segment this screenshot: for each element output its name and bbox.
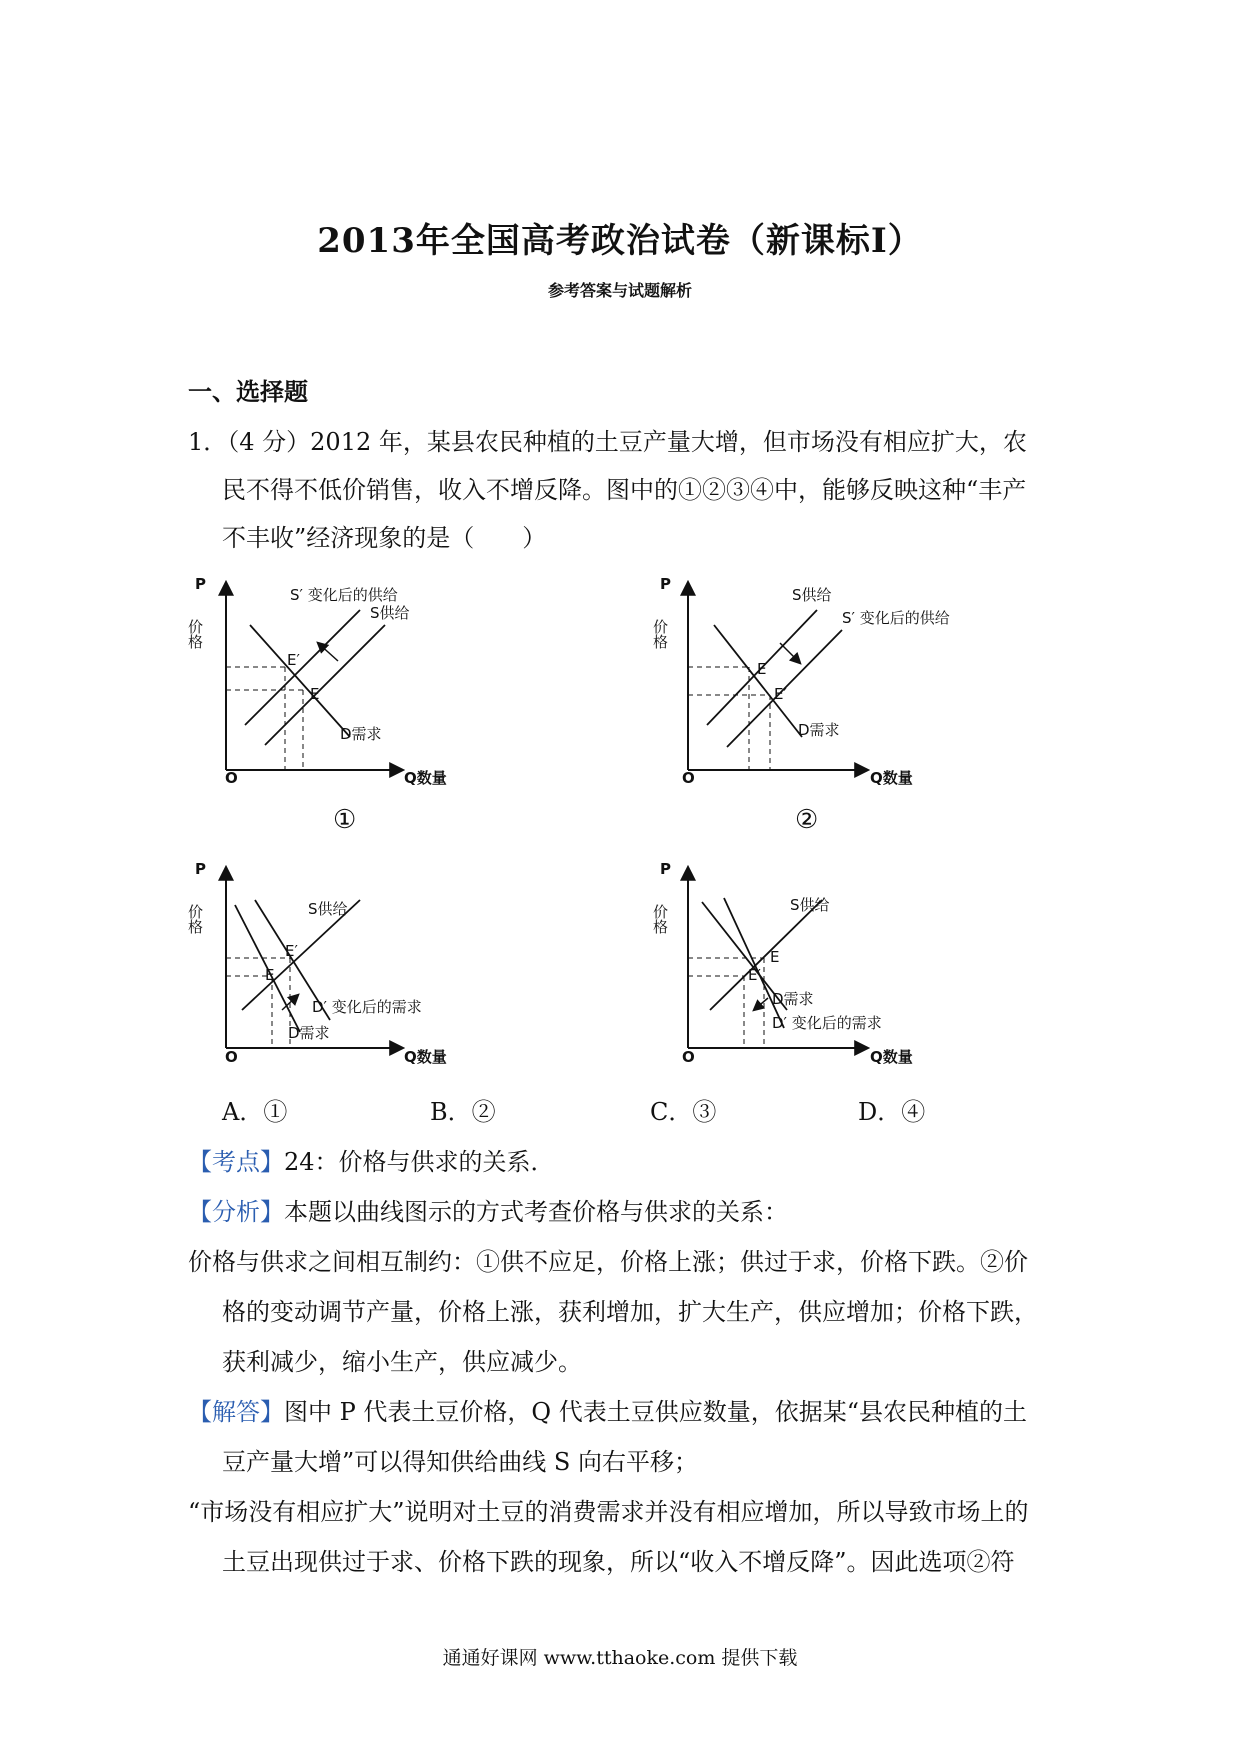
fenxi-line: [188, 1192, 788, 1227]
fenxi-tag: 【分析】: [188, 1198, 284, 1226]
page-subtitle: 参考答案与试题解析: [547, 281, 692, 300]
y-label: 价格: [651, 619, 669, 649]
e2-label: E′: [287, 651, 300, 669]
graph-3: [186, 860, 510, 1070]
p-label: P: [195, 575, 206, 593]
analysis-line-3: 获利减少，缩小生产，供应减少。: [222, 1348, 582, 1376]
question-line-3: 不丰收”经济现象的是（ ）: [222, 524, 547, 552]
origin-label: O: [225, 769, 238, 787]
x-label: Q数量: [404, 1048, 447, 1066]
section-heading: 一、选择题: [188, 377, 308, 406]
e2-label: E′: [748, 966, 761, 984]
e-label: E: [310, 685, 320, 703]
e-label: E: [757, 660, 767, 678]
origin-label: O: [225, 1048, 238, 1066]
jieda-line-4: 土豆出现供过于求、价格下跌的现象，所以“收入不增反降”。因此选项②符: [222, 1548, 1015, 1576]
kaodian-tag: 【考点】: [188, 1148, 284, 1176]
e2-label: E′: [285, 942, 298, 960]
d-label: D需求: [798, 721, 840, 739]
graph-4: [652, 860, 982, 1070]
page-title: 2013年全国高考政治试卷（新课标I）: [317, 221, 923, 261]
y-label: 价格: [186, 904, 204, 934]
jieda-text-1: 图中 P 代表土豆价格，Q 代表土豆供应数量，依据某“县农民种植的土: [284, 1398, 1027, 1426]
graph-1: [186, 575, 480, 795]
demand-curve: [714, 625, 802, 737]
jieda-line-3: “市场没有相应扩大”说明对土豆的消费需求并没有相应增加，所以导致市场上的: [188, 1498, 1029, 1526]
e-label: E: [770, 948, 780, 966]
e-label: E: [265, 966, 275, 984]
y-label: 价格: [186, 619, 204, 649]
d2-label: D′ 变化后的需求: [772, 1014, 882, 1032]
fenxi-text: 本题以曲线图示的方式考查价格与供求的关系：: [284, 1198, 788, 1226]
graph-2-caption: ②: [795, 805, 819, 835]
s2-label: S′ 变化后的供给: [290, 586, 398, 604]
x-label: Q数量: [870, 1048, 913, 1066]
graph-1-caption: ①: [333, 805, 357, 835]
question-line-2: 民不得不低价销售，收入不增反降。图中的①②③④中，能够反映这种“丰产: [222, 476, 1027, 504]
shift-arrow: [780, 643, 800, 663]
jieda-line-1: [188, 1392, 1027, 1427]
option-d: D．④: [858, 1098, 926, 1126]
s-label: S供给: [790, 896, 830, 914]
option-c: C．③: [650, 1098, 717, 1126]
kaodian-text: 24：价格与供求的关系．: [284, 1148, 555, 1176]
demand-curve: [250, 625, 350, 737]
y-label: 价格: [651, 904, 669, 934]
d-label: D需求: [288, 1024, 330, 1042]
s2-label: S′ 变化后的供给: [842, 609, 950, 627]
kaodian-line: [188, 1142, 555, 1177]
p-label: P: [195, 860, 206, 878]
d2-label: D′ 变化后的需求: [312, 998, 422, 1016]
e2-label: E′: [774, 685, 787, 703]
shift-arrow: [754, 998, 768, 1010]
jieda-tag: 【解答】: [188, 1398, 284, 1426]
x-label: Q数量: [404, 769, 447, 787]
s-label: S供给: [792, 586, 832, 604]
d-label: D需求: [772, 990, 814, 1008]
p-label: P: [660, 575, 671, 593]
option-b: B．②: [430, 1098, 496, 1126]
jieda-line-2: 豆产量大增”可以得知供给曲线 S 向右平移；: [222, 1448, 698, 1476]
option-a: A．①: [222, 1098, 288, 1126]
shift-arrow: [318, 643, 338, 661]
origin-label: O: [682, 769, 695, 787]
origin-label: O: [682, 1048, 695, 1066]
d-label: D需求: [340, 725, 382, 743]
x-label: Q数量: [870, 769, 913, 787]
s-label: S供给: [370, 604, 410, 622]
analysis-line-2: 格的变动调节产量，价格上涨，获利增加，扩大生产，供应增加；价格下跌，: [222, 1298, 1038, 1326]
p-label: P: [660, 860, 671, 878]
question-line-1: 1．（4 分）2012 年，某县农民种植的土豆产量大增，但市场没有相应扩大，农: [188, 428, 1027, 456]
analysis-line-1: 价格与供求之间相互制约：①供不应足，价格上涨；供过于求，价格下跌。②价: [188, 1248, 1028, 1276]
page-footer: 通通好课网 www.tthaoke.com 提供下载: [442, 1647, 798, 1669]
s-label: S供给: [308, 900, 348, 918]
graph-2: [652, 575, 982, 795]
